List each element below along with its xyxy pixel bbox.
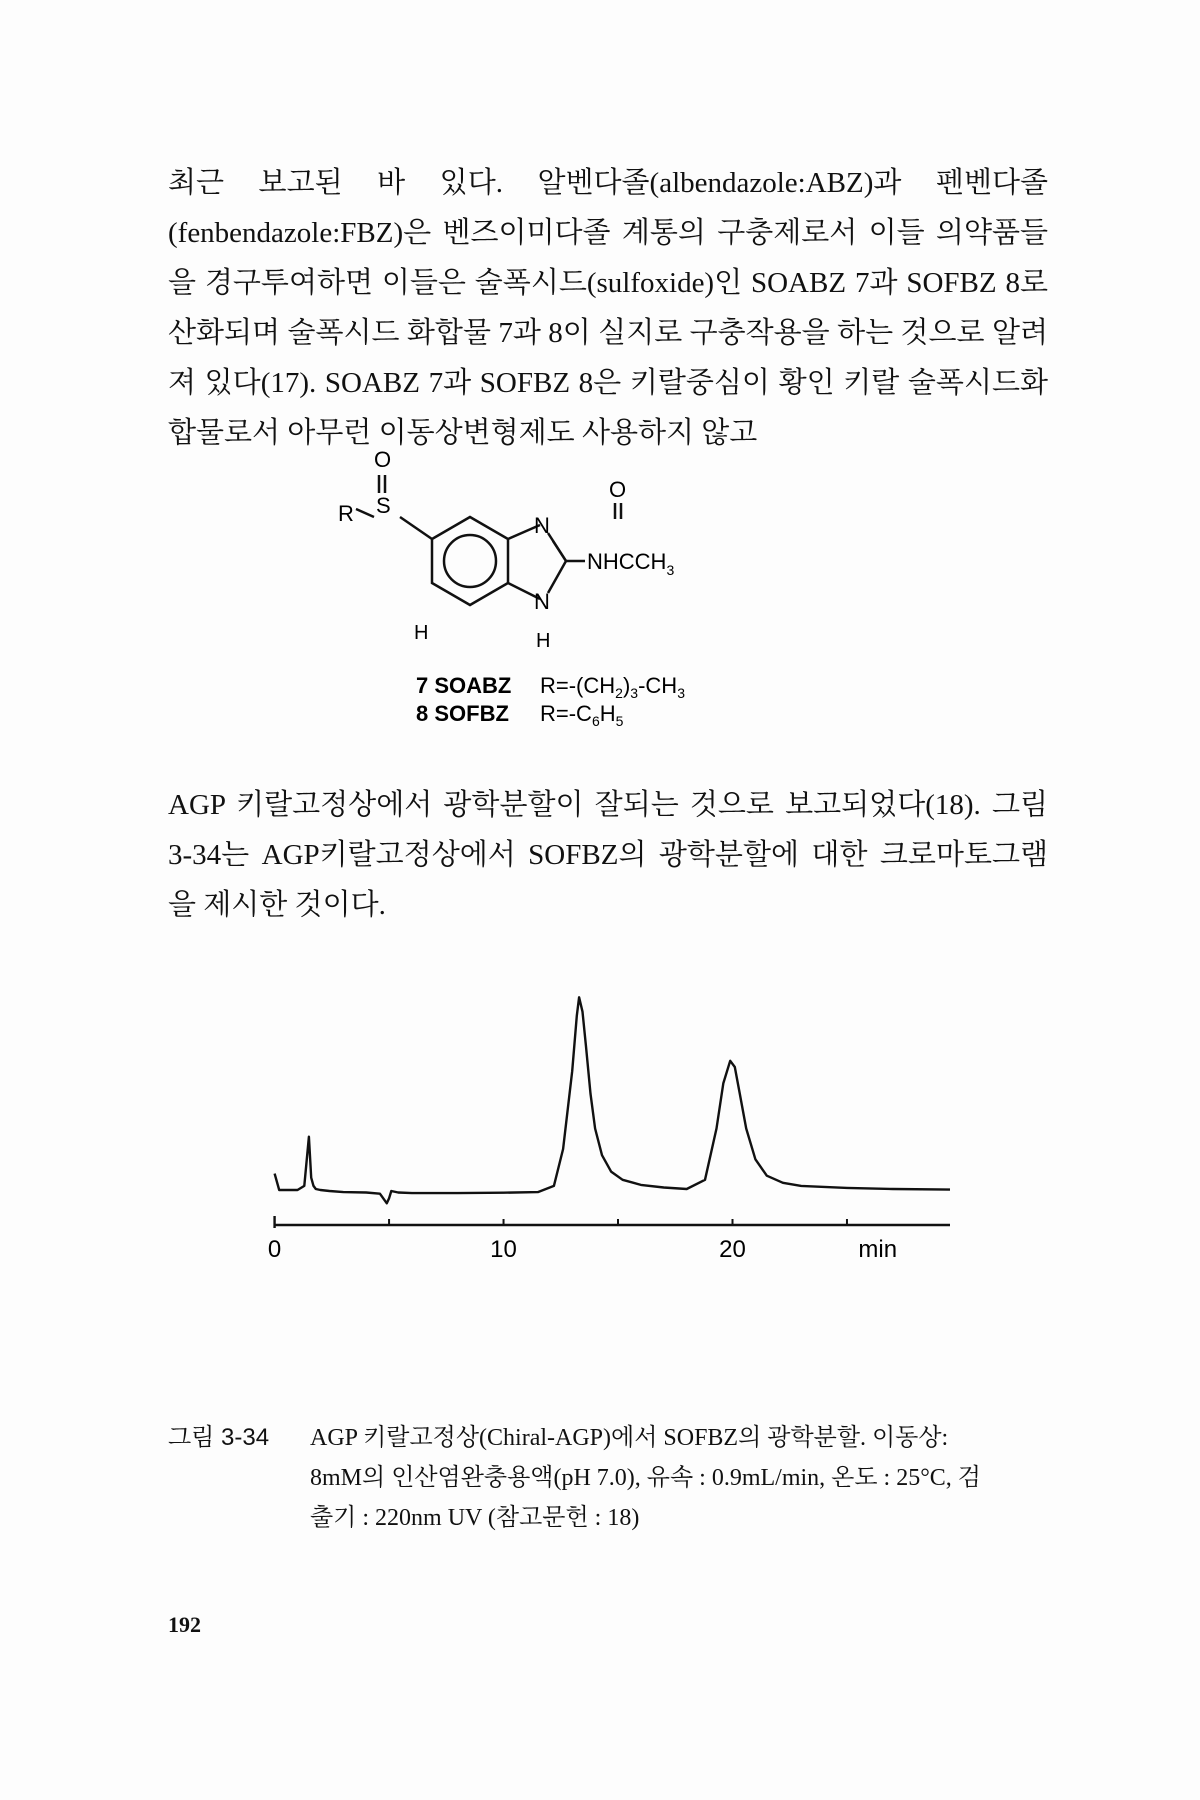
h-ring: H <box>414 622 429 644</box>
caption-label: 그림 3-34 <box>168 1424 270 1451</box>
x-axis-unit-label: min <box>858 1236 898 1263</box>
body-paragraph-1: 최근 보고된 바 있다. 알벤다졸(albendazole:ABZ)과 펜벤다졸(fenbendazole:FBZ)은 벤즈이미다졸 계통의 구충제로서 이들 의약품들을 경구투여하면 이들은 술폭시드(sulfoxide)인 SOABZ 7과 SOFBZ 8로 산화되며 술폭시드 화합물 7과 8이 실지로 구충작용을 하는 것으로 알려져 있다(17). SOABZ 7과 SOFBZ 8은 키랄중심이 황인 키랄 술폭시드화합물로서 아무런 이동상변형제도 사용하지 않고 <box>168 167 1048 449</box>
caption-line-2: 8mM의 인산염완충용액(pH 7.0), 유속 : 0.9mL/min, 온도 : 25°C, 검 <box>310 1465 981 1491</box>
sulfur-label: S <box>376 493 391 518</box>
chromatogram-trace <box>275 997 950 1203</box>
x-tick-label: 10 <box>490 1236 517 1263</box>
chromatogram <box>267 975 950 1405</box>
nitrogen-lower: N <box>534 589 550 614</box>
compound-7-label: 7 SOABZ <box>416 673 512 698</box>
x-tick-label: 0 <box>267 1236 282 1263</box>
nitrogen-upper: N <box>534 513 550 538</box>
aromatic-circle <box>444 535 496 587</box>
oxygen-carbonyl: O <box>609 477 627 502</box>
time-axis <box>268 1216 950 1263</box>
oxygen-sulfoxide: O <box>374 447 392 472</box>
h-imidazole: H <box>536 630 551 652</box>
compound-8-r-group: $R=-C_6H_5$ <box>540 701 624 729</box>
page-number: 192 <box>168 1612 201 1637</box>
body-paragraph-2: AGP 키랄고정상에서 광학분할이 잘되는 것으로 보고되었다(18). 그림 3-34는 AGP키랄고정상에서 SOFBZ의 광학분할에 대한 크로마토그램을 제시한 것이다. <box>168 789 1048 921</box>
compound-8-label: 8 SOFBZ <box>416 701 509 726</box>
substituent-label: $NHCCH_3$ <box>587 549 675 578</box>
r-group-label: R <box>338 501 354 526</box>
caption-line-3: 출기 : 220nm UV (참고문헌 : 18) <box>310 1505 640 1531</box>
figure-caption <box>168 1418 1068 1538</box>
caption-line-1: AGP 키랄고정상(Chiral-AGP)에서 SOFBZ의 광학분할. 이동상: <box>310 1425 949 1451</box>
chemical-structure <box>338 447 820 745</box>
compound-7-r-group: $R=-(CH_2)_3-CH_3$ <box>540 673 685 701</box>
x-tick-label: 20 <box>719 1236 746 1263</box>
